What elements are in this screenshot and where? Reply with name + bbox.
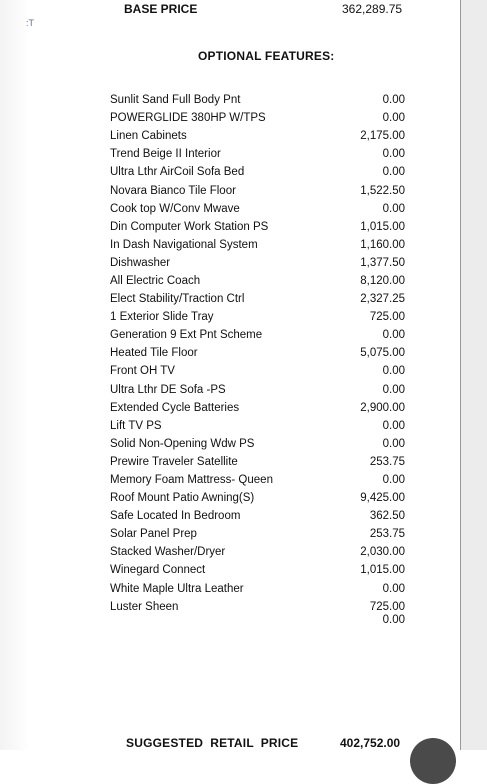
feature-price: 0.00 <box>382 329 405 342</box>
feature-price: 8,120.00 <box>360 274 405 287</box>
feature-price: 1,522.50 <box>360 184 405 197</box>
feature-price: 0.00 <box>382 365 405 378</box>
feature-name: Prewire Traveler Satellite <box>110 455 238 468</box>
feature-price: 0.00 <box>382 202 405 215</box>
feature-name: Elect Stability/Traction Ctrl <box>110 293 245 306</box>
feature-name: Front OH TV <box>110 365 175 378</box>
feature-price: 0.00 <box>382 94 405 107</box>
feature-price: 0.00 <box>382 148 405 161</box>
feature-row <box>110 362 410 380</box>
base-price-label: BASE PRICE <box>124 2 198 16</box>
feature-name: Generation 9 Ext Pnt Scheme <box>110 329 263 342</box>
feature-row <box>110 471 410 489</box>
feature-row <box>110 417 410 435</box>
feature-row <box>110 381 410 399</box>
feature-price: 5,075.00 <box>360 347 405 360</box>
feature-price: 725.00 <box>369 600 405 613</box>
optional-features-heading: OPTIONAL FEATURES: <box>198 49 335 63</box>
feature-row <box>110 290 410 308</box>
feature-price: 362.50 <box>369 510 405 523</box>
feature-price: 2,327.25 <box>360 293 405 306</box>
feature-row <box>110 326 410 344</box>
feature-name: Solid Non-Opening Wdw PS <box>110 437 255 450</box>
feature-name: All Electric Coach <box>110 274 201 287</box>
page-left-edge <box>0 0 30 750</box>
feature-name: Winegard Connect <box>110 564 206 577</box>
feature-name: Lift TV PS <box>110 419 162 432</box>
feature-row <box>110 236 410 254</box>
feature-price: 9,425.00 <box>360 492 405 505</box>
feature-price: 1,015.00 <box>360 564 405 577</box>
feature-name: Ultra Lthr DE Sofa -PS <box>110 383 226 396</box>
feature-row <box>110 145 410 163</box>
feature-name: Luster Sheen <box>110 600 179 613</box>
feature-row <box>110 489 410 507</box>
suggested-retail-price-value: 402,752.00 <box>340 736 401 750</box>
feature-price: 2,175.00 <box>360 130 405 143</box>
feature-name: Linen Cabinets <box>110 130 187 143</box>
feature-price: 2,900.00 <box>360 401 405 414</box>
feature-name: White Maple Ultra Leather <box>110 582 244 595</box>
corner-mark: :T <box>26 18 34 28</box>
feature-name: Extended Cycle Batteries <box>110 401 240 414</box>
feature-row <box>110 254 410 272</box>
feature-row <box>110 308 410 326</box>
feature-row <box>110 453 410 471</box>
feature-row <box>110 127 410 145</box>
feature-price: 1,015.00 <box>360 220 405 233</box>
features-list <box>110 91 410 616</box>
base-price-value: 362,289.75 <box>342 2 403 16</box>
feature-row <box>110 200 410 218</box>
feature-name: Sunlit Sand Full Body Pnt <box>110 94 241 107</box>
feature-name: Memory Foam Mattress- Queen <box>110 474 273 487</box>
corner-badge-icon <box>410 738 456 784</box>
feature-name: Heated Tile Floor <box>110 347 198 360</box>
feature-price: 0.00 <box>382 582 405 595</box>
feature-name: Stacked Washer/Dryer <box>110 546 226 559</box>
feature-name: Dishwasher <box>110 256 171 269</box>
feature-price: 1,377.50 <box>360 256 405 269</box>
feature-name: Trend Beige II Interior <box>110 148 221 161</box>
feature-row <box>110 561 410 579</box>
feature-row <box>110 181 410 199</box>
feature-price: 253.75 <box>369 455 405 468</box>
feature-name: Cook top W/Conv Mwave <box>110 202 240 215</box>
feature-price: 0.00 <box>382 419 405 432</box>
feature-price: 0.00 <box>382 112 405 125</box>
feature-price: 0.00 <box>382 437 405 450</box>
feature-price: 0.00 <box>382 166 405 179</box>
feature-name: In Dash Navigational System <box>110 238 258 251</box>
feature-row <box>110 218 410 236</box>
feature-row <box>110 109 410 127</box>
feature-name: POWERGLIDE 380HP W/TPS <box>110 112 266 125</box>
feature-price: 725.00 <box>369 311 405 324</box>
page-right-margin <box>461 0 487 750</box>
feature-name: Safe Located In Bedroom <box>110 510 241 523</box>
feature-name: Novara Bianco Tile Floor <box>110 184 236 197</box>
feature-row <box>110 507 410 525</box>
feature-name: Roof Mount Patio Awning(S) <box>110 492 255 505</box>
feature-row <box>110 525 410 543</box>
feature-price: 0.00 <box>382 383 405 396</box>
feature-name: Ultra Lthr AirCoil Sofa Bed <box>110 166 245 179</box>
feature-name: Din Computer Work Station PS <box>110 220 269 233</box>
suggested-retail-price-label: SUGGESTED RETAIL PRICE <box>126 736 299 750</box>
feature-row <box>110 580 410 598</box>
feature-row <box>110 163 410 181</box>
feature-row <box>110 598 410 616</box>
feature-row <box>110 272 410 290</box>
feature-name: Solar Panel Prep <box>110 528 197 541</box>
feature-price: 1,160.00 <box>360 238 405 251</box>
feature-row <box>110 91 410 109</box>
feature-row <box>110 399 410 417</box>
feature-row <box>110 543 410 561</box>
feature-row <box>110 435 410 453</box>
feature-name: 1 Exterior Slide Tray <box>110 311 214 324</box>
trailing-price: 0.00 <box>382 614 405 626</box>
feature-price: 253.75 <box>369 528 405 541</box>
feature-row <box>110 344 410 362</box>
feature-price: 2,030.00 <box>360 546 405 559</box>
feature-price: 0.00 <box>382 474 405 487</box>
